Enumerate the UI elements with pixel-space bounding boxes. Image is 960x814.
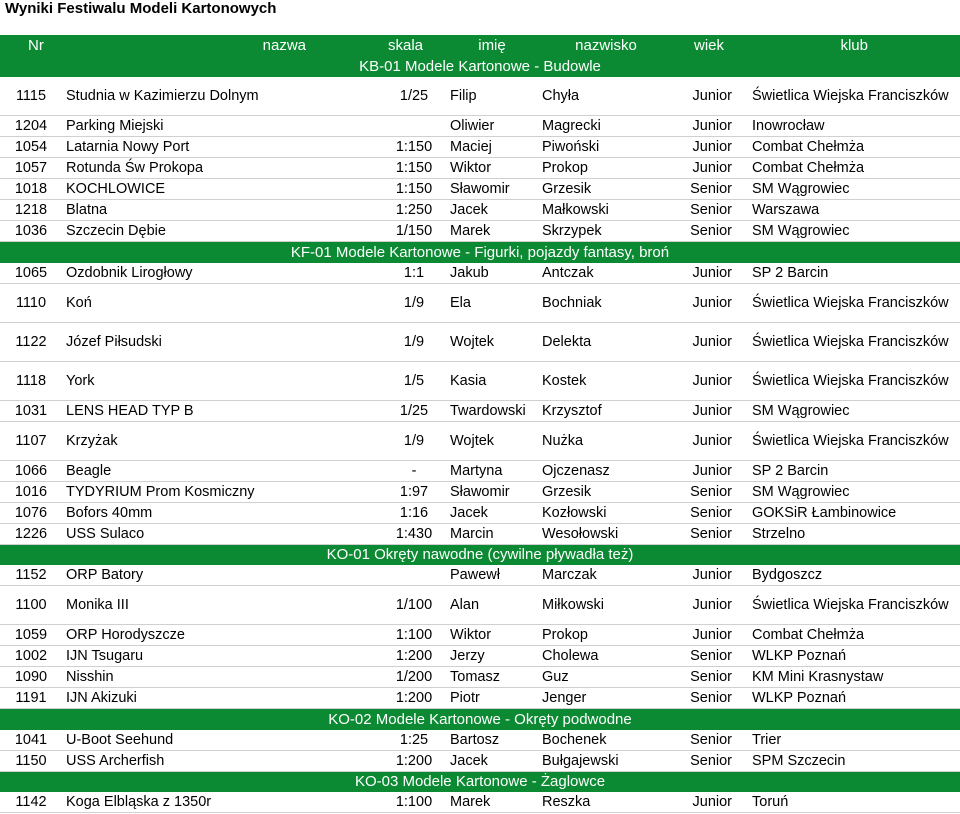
header-club: klub [840, 37, 868, 54]
table-row [0, 523, 960, 544]
last-name: Prokop [538, 625, 674, 646]
club-name: WLKP Poznań [744, 646, 960, 667]
section-header-row [0, 544, 960, 565]
header-first-name: imię [478, 37, 506, 54]
first-name: Jerzy [446, 646, 538, 667]
header-nr: Nr [28, 37, 44, 54]
last-name: Kostek [538, 361, 674, 400]
age-category: Junior [674, 792, 744, 813]
table-row [0, 322, 960, 361]
entry-number: 1204 [0, 116, 62, 137]
model-name: Blatna [62, 200, 382, 221]
age-category: Senior [674, 730, 744, 751]
results-table [0, 35, 960, 813]
last-name: Ojczenasz [538, 460, 674, 481]
model-name: Koga Elbląska z 1350r [62, 792, 382, 813]
table-row [0, 586, 960, 625]
table-row [0, 625, 960, 646]
first-name: Martyna [446, 460, 538, 481]
age-category: Junior [674, 158, 744, 179]
first-name: Piotr [446, 688, 538, 709]
age-category: Junior [674, 460, 744, 481]
last-name: Wesołowski [538, 523, 674, 544]
age-category: Senior [674, 750, 744, 771]
first-name: Twardowski [446, 400, 538, 421]
model-name: Szczecin Dębie [62, 221, 382, 242]
table-body [0, 56, 960, 813]
club-name: Inowrocław [744, 116, 960, 137]
age-category: Junior [674, 116, 744, 137]
table-row [0, 221, 960, 242]
entry-number: 1076 [0, 502, 62, 523]
age-category: Senior [674, 667, 744, 688]
first-name: Wiktor [446, 625, 538, 646]
model-scale: 1:97 [382, 481, 446, 502]
spacer [0, 17, 960, 35]
model-name: Ozdobnik Lirogłowy [62, 263, 382, 284]
first-name: Pawewł [446, 565, 538, 586]
table-row [0, 730, 960, 751]
entry-number: 1041 [0, 730, 62, 751]
entry-number: 1031 [0, 400, 62, 421]
model-name: KOCHLOWICE [62, 179, 382, 200]
table-row [0, 481, 960, 502]
last-name: Grzesik [538, 179, 674, 200]
section-header-row [0, 242, 960, 263]
model-name: York [62, 361, 382, 400]
last-name: Nużka [538, 421, 674, 460]
age-category: Junior [674, 565, 744, 586]
section-title: KO-03 Modele Kartonowe - Żaglowce [354, 773, 606, 791]
club-name: SPM Szczecin [744, 750, 960, 771]
first-name: Alan [446, 586, 538, 625]
table-row [0, 688, 960, 709]
model-scale: 1/150 [382, 221, 446, 242]
model-scale: 1:100 [382, 792, 446, 813]
last-name: Antczak [538, 263, 674, 284]
age-category: Junior [674, 322, 744, 361]
model-name: Krzyżak [62, 421, 382, 460]
first-name: Marek [446, 792, 538, 813]
club-name: Bydgoszcz [744, 565, 960, 586]
first-name: Jakub [446, 263, 538, 284]
model-name: Latarnia Nowy Port [62, 137, 382, 158]
table-row [0, 565, 960, 586]
entry-number: 1142 [0, 792, 62, 813]
entry-number: 1016 [0, 481, 62, 502]
entry-number: 1191 [0, 688, 62, 709]
age-category: Junior [674, 361, 744, 400]
header-name: nazwa [262, 37, 306, 54]
age-category: Senior [674, 221, 744, 242]
last-name: Cholewa [538, 646, 674, 667]
model-scale: 1:150 [382, 137, 446, 158]
model-scale: 1:100 [382, 625, 446, 646]
section-title: KB-01 Modele Kartonowe - Budowle [359, 58, 601, 75]
first-name: Ela [446, 283, 538, 322]
first-name: Kasia [446, 361, 538, 400]
age-category: Junior [674, 586, 744, 625]
age-category: Senior [674, 200, 744, 221]
first-name: Jacek [446, 502, 538, 523]
entry-number: 1150 [0, 750, 62, 771]
last-name: Prokop [538, 158, 674, 179]
entry-number: 1218 [0, 200, 62, 221]
entry-number: 1118 [0, 361, 62, 400]
model-scale: 1/200 [382, 667, 446, 688]
section-title: KO-02 Modele Kartonowe - Okręty podwodne [328, 710, 632, 728]
club-name: Warszawa [744, 200, 960, 221]
club-name: Świetlica Wiejska Franciszków [744, 361, 960, 400]
first-name: Tomasz [446, 667, 538, 688]
table-row [0, 158, 960, 179]
entry-number: 1018 [0, 179, 62, 200]
table-row [0, 116, 960, 137]
table-row [0, 646, 960, 667]
table-row [0, 200, 960, 221]
table-row [0, 263, 960, 284]
age-category: Junior [674, 137, 744, 158]
club-name: KM Mini Krasnystaw [744, 667, 960, 688]
model-name: USS Archerfish [62, 750, 382, 771]
model-scale: 1:16 [382, 502, 446, 523]
entry-number: 1002 [0, 646, 62, 667]
club-name: Świetlica Wiejska Franciszków [744, 421, 960, 460]
first-name: Maciej [446, 137, 538, 158]
last-name: Małkowski [538, 200, 674, 221]
entry-number: 1100 [0, 586, 62, 625]
header-row [0, 35, 960, 56]
model-scale: 1/25 [382, 77, 446, 116]
model-scale: 1:250 [382, 200, 446, 221]
model-scale [382, 116, 446, 137]
model-scale: 1:1 [382, 263, 446, 284]
model-name: IJN Akizuki [62, 688, 382, 709]
first-name: Sławomir [446, 481, 538, 502]
model-scale: 1/25 [382, 400, 446, 421]
section-header-row [0, 709, 960, 730]
model-name: IJN Tsugaru [62, 646, 382, 667]
entry-number: 1065 [0, 263, 62, 284]
first-name: Sławomir [446, 179, 538, 200]
entry-number: 1107 [0, 421, 62, 460]
model-name: Parking Miejski [62, 116, 382, 137]
club-name: Combat Chełmża [744, 625, 960, 646]
model-scale: 1/9 [382, 322, 446, 361]
table-row [0, 77, 960, 116]
entry-number: 1122 [0, 322, 62, 361]
model-name: Rotunda Św Prokopa [62, 158, 382, 179]
model-scale: 1:200 [382, 646, 446, 667]
club-name: Świetlica Wiejska Franciszków [744, 283, 960, 322]
last-name: Bochenek [538, 730, 674, 751]
age-category: Junior [674, 263, 744, 284]
club-name: Świetlica Wiejska Franciszków [744, 77, 960, 116]
table-row [0, 750, 960, 771]
model-name: USS Sulaco [62, 523, 382, 544]
first-name: Oliwier [446, 116, 538, 137]
model-scale: 1/5 [382, 361, 446, 400]
last-name: Piwoński [538, 137, 674, 158]
section-title: KF-01 Modele Kartonowe - Figurki, pojazdy fantasy, broń [290, 243, 670, 261]
last-name: Bochniak [538, 283, 674, 322]
first-name: Wojtek [446, 322, 538, 361]
club-name: SM Wągrowiec [744, 221, 960, 242]
model-name: Józef Piłsudski [62, 322, 382, 361]
model-name: Bofors 40mm [62, 502, 382, 523]
club-name: SP 2 Barcin [744, 263, 960, 284]
last-name: Kozłowski [538, 502, 674, 523]
club-name: SM Wągrowiec [744, 481, 960, 502]
last-name: Magrecki [538, 116, 674, 137]
table-row [0, 421, 960, 460]
first-name: Jacek [446, 750, 538, 771]
club-name: WLKP Poznań [744, 688, 960, 709]
table-row [0, 667, 960, 688]
club-name: Świetlica Wiejska Franciszków [744, 586, 960, 625]
age-category: Junior [674, 400, 744, 421]
model-scale: - [382, 460, 446, 481]
model-scale: 1:150 [382, 158, 446, 179]
entry-number: 1036 [0, 221, 62, 242]
club-name: SM Wągrowiec [744, 179, 960, 200]
table-row [0, 792, 960, 813]
age-category: Senior [674, 481, 744, 502]
entry-number: 1054 [0, 137, 62, 158]
model-name: ORP Batory [62, 565, 382, 586]
model-scale: 1:150 [382, 179, 446, 200]
first-name: Marcin [446, 523, 538, 544]
age-category: Senior [674, 179, 744, 200]
last-name: Miłkowski [538, 586, 674, 625]
first-name: Jacek [446, 200, 538, 221]
age-category: Senior [674, 646, 744, 667]
model-scale: 1:200 [382, 750, 446, 771]
club-name: SP 2 Barcin [744, 460, 960, 481]
club-name: Strzelno [744, 523, 960, 544]
age-category: Junior [674, 77, 744, 116]
last-name: Grzesik [538, 481, 674, 502]
first-name: Bartosz [446, 730, 538, 751]
last-name: Krzysztof [538, 400, 674, 421]
age-category: Junior [674, 421, 744, 460]
model-scale: 1/9 [382, 283, 446, 322]
page-title: Wyniki Festiwalu Modeli Kartonowych [5, 0, 277, 17]
club-name: Combat Chełmża [744, 158, 960, 179]
club-name: Combat Chełmża [744, 137, 960, 158]
entry-number: 1090 [0, 667, 62, 688]
model-name: Studnia w Kazimierzu Dolnym [62, 77, 382, 116]
last-name: Chyła [538, 77, 674, 116]
last-name: Marczak [538, 565, 674, 586]
entry-number: 1110 [0, 283, 62, 322]
model-scale: 1:200 [382, 688, 446, 709]
model-name: Nisshin [62, 667, 382, 688]
club-name: SM Wągrowiec [744, 400, 960, 421]
club-name: Toruń [744, 792, 960, 813]
club-name: Świetlica Wiejska Franciszków [744, 322, 960, 361]
club-name: GOKSiR Łambinowice [744, 502, 960, 523]
table-row [0, 502, 960, 523]
table-row [0, 179, 960, 200]
model-name: Monika III [62, 586, 382, 625]
header-age: wiek [693, 37, 724, 54]
model-scale [382, 565, 446, 586]
model-scale: 1:25 [382, 730, 446, 751]
last-name: Bułgajewski [538, 750, 674, 771]
table-row [0, 361, 960, 400]
header-last-name: nazwisko [575, 37, 637, 54]
model-name: ORP Horodyszcze [62, 625, 382, 646]
model-name: Beagle [62, 460, 382, 481]
model-scale: 1/100 [382, 586, 446, 625]
entry-number: 1059 [0, 625, 62, 646]
first-name: Filip [446, 77, 538, 116]
entry-number: 1226 [0, 523, 62, 544]
age-category: Junior [674, 625, 744, 646]
section-title: KO-01 Okręty nawodne (cywilne pływadła też) [326, 546, 634, 564]
model-name: TYDYRIUM Prom Kosmiczny [62, 481, 382, 502]
model-name: Koń [62, 283, 382, 322]
model-name: LENS HEAD TYP B [62, 400, 382, 421]
section-header-row [0, 56, 960, 77]
age-category: Senior [674, 502, 744, 523]
entry-number: 1066 [0, 460, 62, 481]
club-name: Trier [744, 730, 960, 751]
entry-number: 1115 [0, 77, 62, 116]
table-row [0, 283, 960, 322]
last-name: Jenger [538, 688, 674, 709]
entry-number: 1057 [0, 158, 62, 179]
table-row [0, 400, 960, 421]
model-scale: 1:430 [382, 523, 446, 544]
table-row [0, 137, 960, 158]
first-name: Marek [446, 221, 538, 242]
age-category: Senior [674, 688, 744, 709]
header-scale: skala [388, 37, 424, 54]
model-scale: 1/9 [382, 421, 446, 460]
age-category: Junior [674, 283, 744, 322]
table-row [0, 460, 960, 481]
model-name: U-Boot Seehund [62, 730, 382, 751]
age-category: Senior [674, 523, 744, 544]
last-name: Skrzypek [538, 221, 674, 242]
last-name: Reszka [538, 792, 674, 813]
last-name: Guz [538, 667, 674, 688]
first-name: Wiktor [446, 158, 538, 179]
first-name: Wojtek [446, 421, 538, 460]
last-name: Delekta [538, 322, 674, 361]
entry-number: 1152 [0, 565, 62, 586]
section-header-row [0, 771, 960, 792]
